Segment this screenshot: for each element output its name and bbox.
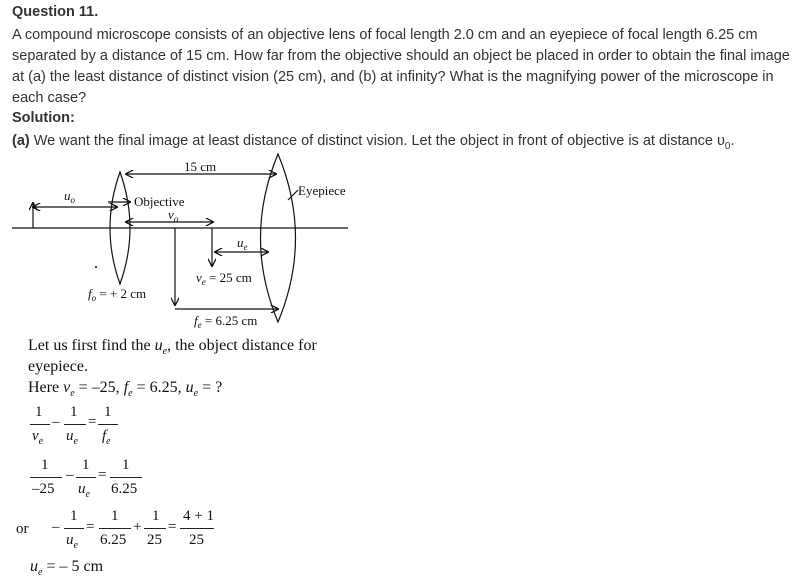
eyepiece-lens [261, 154, 296, 322]
eq3-bar1 [64, 528, 84, 529]
objective-label: Objective [134, 194, 185, 209]
focus-dot [95, 266, 97, 268]
eq1-num2: 1 [70, 404, 78, 420]
eyepiece-label: Eyepiece [298, 183, 346, 198]
part-a-subscript: 0 [724, 140, 731, 152]
eq2-den2: $u_e$ [78, 481, 90, 500]
part-a-period: . [730, 133, 735, 149]
eq1-num1: 1 [35, 404, 43, 420]
eq3-den4: 25 [189, 532, 204, 548]
ue-label: $u_e$ [237, 235, 248, 252]
eq2-bar3 [110, 477, 142, 478]
eq3-equals: = [86, 519, 95, 535]
eq1-bar3 [98, 424, 118, 425]
eq1-den1: $v_e$ [32, 428, 44, 447]
eq1-den2: $u_e$ [66, 428, 78, 447]
part-a-body: We want the final image at least distance of distinct vision. Let the object in front of objective is at distance υ [29, 133, 725, 149]
eq2-num1: 1 [41, 457, 49, 473]
question-text: A compound microscope consists of an objective lens of focal length 2.0 cm and an eyepiece of focal length 6.25 cm separated by a distance of 15 cm. How far from the objective should an object be placed in order to obtain the final image at (a) the least distance of distinct vision (25 cm), and (b) at infinity? What is the magnifying power of the microscope in each case? [12, 27, 790, 106]
eq2-bar1 [30, 477, 62, 478]
derivation-line-2: eyepiece. [28, 358, 88, 375]
eq2-bar2 [76, 477, 96, 478]
eq3-num2: 1 [111, 508, 119, 524]
ve-label: $v_e = 25$ cm [196, 270, 252, 287]
eq1-equals: = [88, 414, 97, 430]
eq2-num2: 1 [82, 457, 90, 473]
eq1-den3: $f_e$ [102, 428, 111, 447]
eq3-minus: – [52, 519, 60, 535]
fe-label: $f_e = 6.25$ cm [194, 313, 258, 330]
separation-label: 15 cm [184, 159, 217, 174]
eq3-equals2: = [168, 519, 177, 535]
eq1-num3: 1 [104, 404, 112, 420]
question-title: Question 11. [12, 4, 99, 20]
eq1-bar1 [30, 424, 50, 425]
eq3-num1: 1 [70, 508, 78, 524]
eq2-num3: 1 [122, 457, 130, 473]
eyepiece-pointer [288, 190, 298, 200]
solution-title: Solution: [12, 110, 75, 126]
eq3-den1: $u_e$ [66, 532, 78, 551]
eq3-or: or [16, 521, 29, 537]
microscope-ray-diagram [0, 150, 799, 583]
uo-label: $u_o$ [64, 188, 75, 205]
eq3-bar2 [99, 528, 131, 529]
eq1-minus: – [52, 414, 60, 430]
eq3-num4: 4 + 1 [183, 508, 214, 524]
derivation-line-1: Let us first find the $u_e$, the object distance for [28, 337, 317, 358]
eq1-bar2 [64, 424, 86, 425]
eq2-minus: – [66, 467, 74, 483]
eq3-bar4 [180, 528, 214, 529]
eq2-den3: 6.25 [111, 481, 138, 497]
eq3-plus: + [133, 519, 142, 535]
eq3-den2: 6.25 [100, 532, 127, 548]
eq2-equals: = [98, 467, 107, 483]
part-a-label: (a) [12, 133, 30, 149]
derivation-line-3: Here $v_e = -25$, $f_e = 6.25$, $u_e$ = ? [28, 379, 223, 400]
vo-label: $v_o$ [168, 207, 179, 224]
eq2-den1: –25 [32, 481, 55, 497]
eq3-num3: 1 [152, 508, 160, 524]
eq3-den3: 25 [147, 532, 162, 548]
eq3-bar3 [144, 528, 166, 529]
fo-label: $f_o$ = + 2 cm [88, 286, 147, 303]
result-line: $u_e$ = – 5 cm [30, 558, 104, 579]
